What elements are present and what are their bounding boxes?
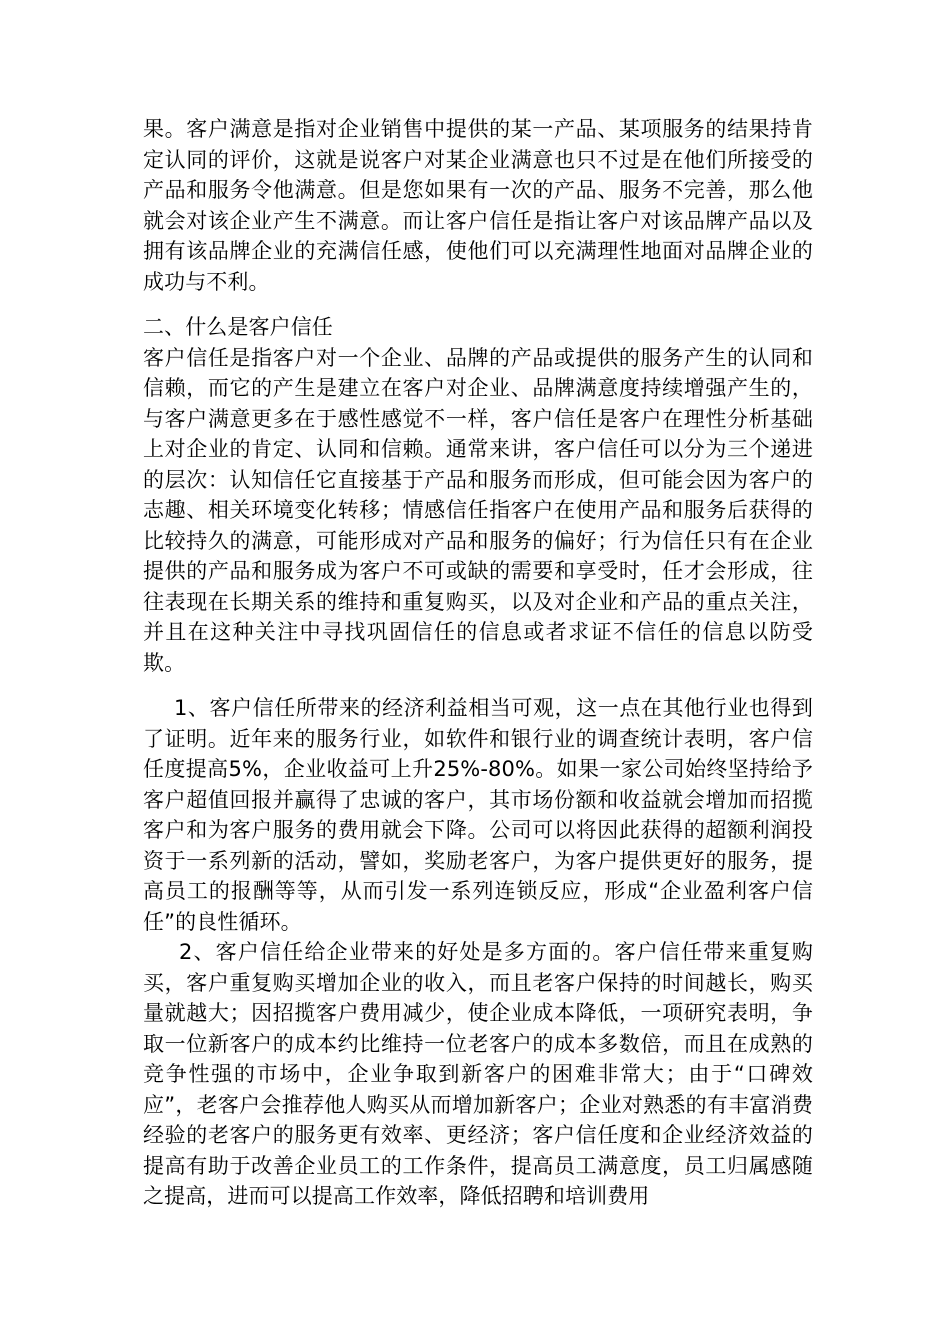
paragraph-gap [143,678,813,693]
paragraph-customer-satisfaction: 果。客户满意是指对企业销售中提供的某一产品、某项服务的结果持肯定认同的评价，这就是说客户对某企业满意也只不过是在他们所接受的产品和服务令他满意。但是您如果有一次的产品、服务不完善，那么他就会对该企业产生不满意。而让客户信任是指让客户对该品牌产品以及拥有该品牌企业的充满信任感，使他们可以充满理性地面对品牌企业的成功与不利。 [143,117,813,294]
section-heading: 二、什么是客户信任 [143,315,333,339]
document-body [143,114,813,1212]
paragraph-customer-trust-definition: 客户信任是指客户对一个企业、品牌的产品或提供的服务产生的认同和信赖，而它的产生是建立在客户对企业、品牌满意度持续增强产生的，与客户满意更多在于感性感觉不一样，客户信任是客户在理性分析基础上对企业的肯定、认同和信赖。通常来讲，客户信任可以分为三个递进的层次：认知信任它直接基于产品和服务而形成，但可能会因为客户的志趣、相关环境变化转移；情感信任指客户在使用产品和服务后获得的比较持久的满意，可能形成对产品和服务的偏好；行为信任只有在企业提供的产品和服务成为客户不可或缺的需要和享受时，任才会形成，往往表现在长期关系的维持和重复购买，以及对企业和产品的重点关注，并且在这种关注中寻找巩固信任的信息或者求证不信任的信息以防受欺。 [143,345,813,675]
paragraph-business-advantages: 2、客户信任给企业带来的好处是多方面的。客户信任带来重复购买，客户重复购买增加企业的收入，而且老客户保持的时间越长，购买量就越大；因招揽客户费用减少，使企业成本降低，一项研究表明，争取一位新客户的成本约比维持一位老客户的成本多数倍，而且在成熟的竞争性强的市场中，企业争取到新客户的困难非常大；由于“口碑效应”，老客户会推荐他人购买从而增加新客户；企业对熟悉的有丰富消费经验的老客户的服务更有效率、更经济；客户信任度和企业经济效益的提高有助于改善企业员工的工作条件，提高员工满意度，员工归属感随之提高，进而可以提高工作效率，降低招聘和培训费用 [143,940,813,1208]
paragraph-gap [143,297,813,312]
paragraph-economic-benefits: 1、客户信任所带来的经济利益相当可观，这一点在其他行业也得到了证明。近年来的服务行业，如软件和银行业的调查统计表明，客户信任度提高5%，企业收益可上升25%-80%。如果一家公司始终坚持给予客户超值回报并赢得了忠诚的客户，其市场份额和收益就会增加而招揽客户和为客户服务的费用就会下降。公司可以将因此获得的超额利润投资于一系列新的活动，譬如，奖励老客户，为客户提供更好的服务，提高员工的报酬等等，从而引发一系列连锁反应，形成“企业盈利客户信任”的良性循环。 [143,696,813,934]
